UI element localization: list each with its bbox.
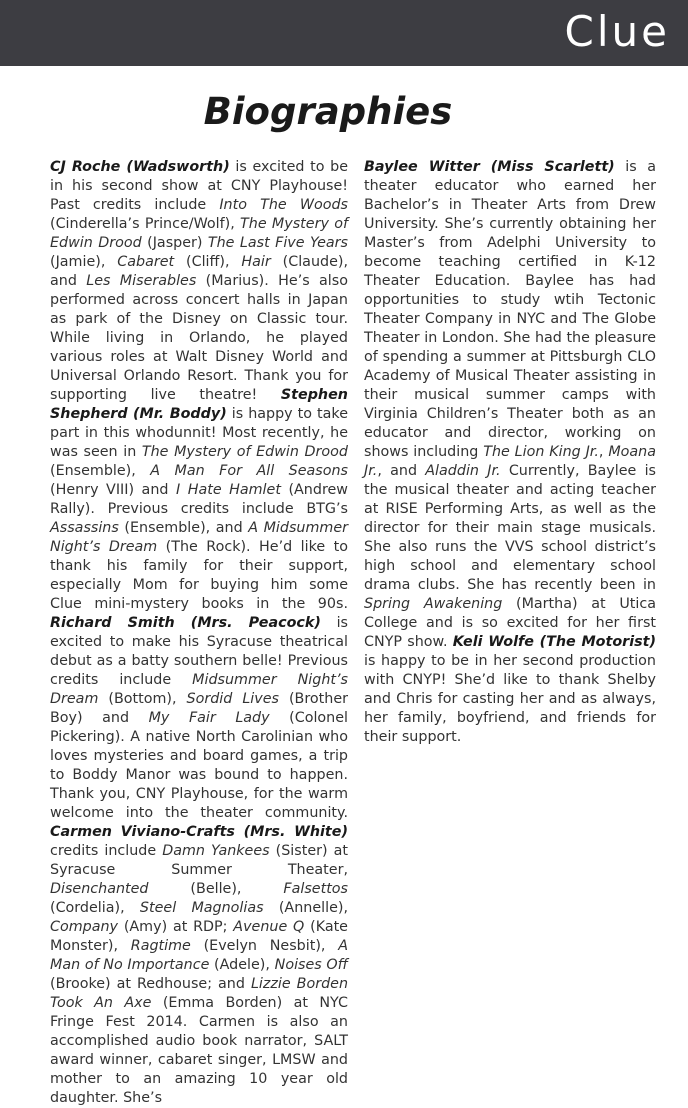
show-title-text: Sordid Lives <box>186 691 279 707</box>
bio-text: is excited to be in his second show at CNY Playhouse! Past credits include <box>50 159 348 213</box>
show-title-text: Avenue Q <box>233 919 305 935</box>
bio-text: (Marius). He’s also performed across concert halls in Japan as park of the Disney on Classic tour. While living in Orlando, he played various roles at Walt Disney World and Universal Orlando Resort. Thank you for supporting live theatre! <box>50 273 348 403</box>
show-title-text: Ragtime <box>130 938 191 954</box>
show-title-text: Steel Magnolias <box>139 900 264 916</box>
show-title-text: I Hate Hamlet <box>175 482 281 498</box>
show-title-text: The Last Five Years <box>207 235 349 251</box>
show-title-text: Falsettos <box>283 881 348 897</box>
bio-text: , and <box>377 463 426 479</box>
show-title-text: Les Miserables <box>86 273 197 289</box>
show-title-text: Midsummer Night’s Dream <box>50 672 348 707</box>
show-title-text: Damn Yankees <box>162 843 270 859</box>
bio-text: is excited to make his Syracuse theatrical debut as a batty southern belle! Previous credits include <box>50 615 348 688</box>
bio-text: is happy to be in her second production with CNYP! She’d like to thank Shelby and Chris for casting her and as always, her family, boyfriend, and friends for their support. <box>364 653 656 745</box>
show-title-text: Assassins <box>50 520 119 536</box>
header-bar <box>0 0 688 66</box>
performer-name: Baylee Witter (Miss Scarlett) <box>364 159 615 175</box>
performer-name: Stephen Shepherd (Mr. Boddy) <box>50 387 348 422</box>
bio-text: (Belle), <box>148 881 284 897</box>
show-title-text: A Man of No Importance <box>50 938 348 973</box>
bio-text: (Claude), and <box>50 254 348 289</box>
bio-text: (Sister) at Syracuse Summer Theater, <box>50 843 348 878</box>
bio-text: (Henry VIII) and <box>50 482 176 498</box>
bio-text: is a theater educator who earned her Bachelor’s in Theater Arts from Drew University. She’s currently obtaining her Master’s from Adelphi University to become teaching certified in K-12 Theater Education. Baylee has had opportunities to study wtih Tectonic Theater Company in NYC and The Globe Theater in London. She had the pleasure of spending a summer at Pittsburgh CLO Academy of Musical Theater assisting in their musical summer camps with Virginia Children’s Theater both as an educator and director, working on shows including <box>364 159 657 460</box>
show-title-text: Into The Woods <box>219 197 348 213</box>
bio-text: credits include <box>50 843 163 859</box>
show-title-text: Disenchanted <box>50 881 149 897</box>
bio-text: (Brooke) at Redhouse; and <box>50 976 251 992</box>
show-title-text: Company <box>50 919 119 935</box>
show-title-text: A Man For All Seasons <box>150 463 348 479</box>
bio-text: (Martha) at Utica College and is so excited for her first CNYP show. <box>364 596 656 650</box>
bio-column-right <box>364 158 656 747</box>
show-title-text: A Midsummer Night’s Dream <box>50 520 348 555</box>
bio-text: (Adele), <box>209 957 275 973</box>
show-title-text: Hair <box>241 254 271 270</box>
show-title-text: The Mystery of Edwin Drood <box>141 444 349 460</box>
bio-text: (Colonel Pickering). A native North Carolinian who loves mysteries and board games, a trip to Boddy Manor was bound to happen. Thank you, CNY Playhouse, for the warm welcome into the theater community. <box>50 710 348 821</box>
performer-name: Carmen Viviano-Crafts (Mrs. White) <box>50 824 348 840</box>
bio-text: (Ensemble), and <box>118 520 249 536</box>
bio-text: (Kate Monster), <box>50 919 348 954</box>
bio-text: (Brother Boy) and <box>50 691 348 726</box>
bio-text: (Andrew Rally). Previous credits include BTG’s <box>50 482 348 517</box>
show-title-text: My Fair Lady <box>148 710 270 726</box>
bio-text: (Emma Borden) at NYC Fringe Fest 2014. Carmen is also an accomplished audio book narrator, SALT award winner, cabaret singer, LMSW and mother to an amazing 10 year old daughter. She’s <box>50 995 348 1106</box>
bio-text: (Bottom), <box>98 691 187 707</box>
show-title-text: Aladdin Jr. <box>425 463 501 479</box>
show-title-text: Noises Off <box>274 957 348 973</box>
performer-name: Richard Smith (Mrs. Peacock) <box>50 615 321 631</box>
bio-text: (Cordelia), <box>50 900 140 916</box>
show-title-text: Lizzie Borden Took An Axe <box>50 976 349 1011</box>
bio-text: (Amy) at RDP; <box>118 919 234 935</box>
performer-name: CJ Roche (Wadsworth) <box>50 159 230 175</box>
bio-text: (Annelle), <box>263 900 348 916</box>
bio-text: (Ensemble), <box>50 463 151 479</box>
bio-text: (Cinderella’s Prince/Wolf), <box>50 216 241 232</box>
show-title: Clue <box>564 7 670 56</box>
bio-text: (Jasper) <box>141 235 208 251</box>
show-title-text: The Mystery of Edwin Drood <box>50 216 348 251</box>
bio-text: (Cliff), <box>174 254 242 270</box>
performer-name: Keli Wolfe (The Motorist) <box>452 634 656 650</box>
page-title: Biographies <box>203 90 453 133</box>
bio-text: , <box>598 444 609 460</box>
bio-text: (The Rock). He’d like to thank his family for their support, especially Mom for buying him some Clue mini-mystery books in the 90s. <box>50 539 348 612</box>
bio-text: Currently, Baylee is the musical theater and acting teacher at RISE Performing Arts, as well as the director for their main stage musicals. She also runs the VVS school district’s high school and elementary school drama clubs. She has recently been in <box>364 463 657 593</box>
bio-text: (Jamie), <box>50 254 118 270</box>
bio-text: is happy to take part in this whodunnit! Most recently, he was seen in <box>50 406 348 460</box>
bio-column-left <box>50 158 348 1108</box>
show-title-text: Moana Jr. <box>364 444 656 479</box>
show-title-text: The Lion King Jr. <box>483 444 599 460</box>
show-title-text: Spring Awakening <box>364 596 503 612</box>
bio-text: (Evelyn Nesbit), <box>190 938 339 954</box>
show-title-text: Cabaret <box>117 254 175 270</box>
